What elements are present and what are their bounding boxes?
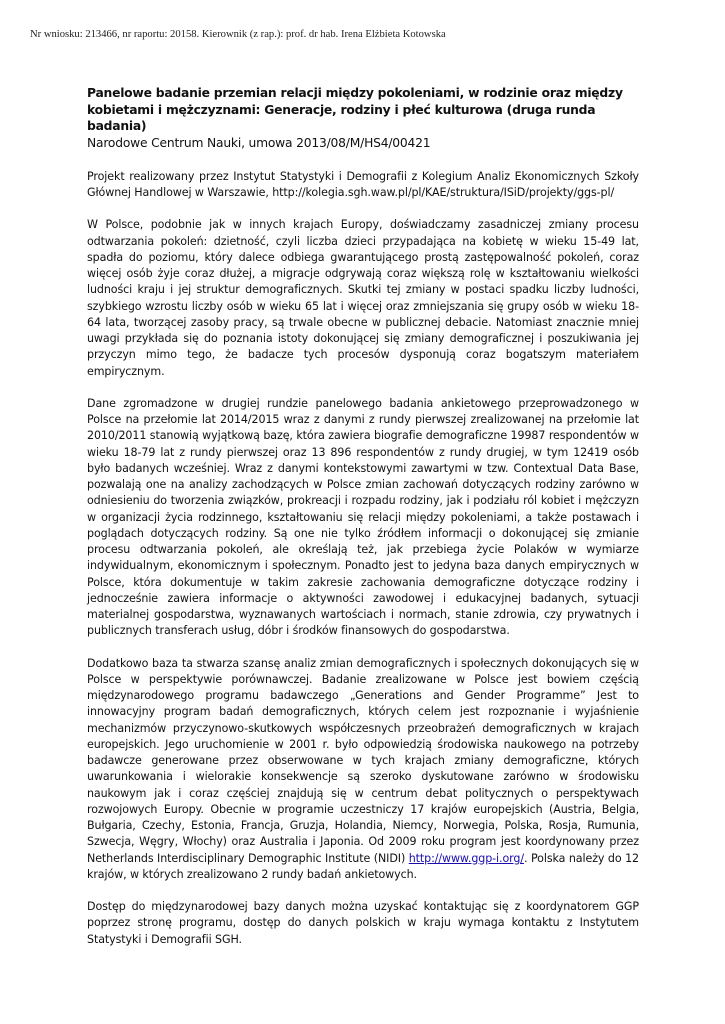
paragraph-ggp-text-end: . Polska należy do 12 krajów, w których zrealizowano 2 rundy badań ankietowych. [87, 851, 639, 881]
ggp-website-link[interactable]: http://www.ggp-i.org/ [408, 851, 524, 865]
document-body [87, 85, 639, 948]
paragraph-ggp-programme [87, 656, 639, 884]
paragraph-survey-data: Dane zgromadzone w drugiej rundzie panelowego badania ankietowego przeprowadzonego w Polsce na przełomie lat 2014/2015 wraz z danymi z rundy pierwszej zrealizowanej na przełomie lat 2010/2011 stanowią wyjątkową bazę, która zawiera biografie demograficzne 19987 respondentów w wieku 18-79 lat z rundy pierwszej oraz 13 896 respondentów z rundy drugiej, w tym 12419 osób było badanych wcześniej. Wraz z danymi kontekstowymi zawartymi w tzw. Contextual Data Base, pozwalają one na analizy zachodzących w Polsce zmian zachowań dotyczących rodziny zarówno w odniesieniu do tworzenia związków, prokreacji i rozpadu rodziny, jak i podziału ról kobiet i mężczyzn w organizacji życia rodzinnego, kształtowaniu się relacji między pokoleniami, a także postawach i poglądach dotyczących rodziny. Są one nie tylko źródłem informacji o dokonującej się zmianie procesu odtwarzania pokoleń, ale określają też, jak przebiega życie Polaków w wymiarze indywidualnym, ekonomicznym i społecznym. Ponadto jest to jedyna baza danych empirycznych w Polsce, która dokumentuje w takim zakresie zachowania demograficzne dotyczące rodziny i jednocześnie zawiera informacje o aktywności zawodowej i edukacyjnej badanych, sytuacji materialnej gospodarstwa, wyznawanych wartościach i normach, stanie zdrowia, czy prywatnych i publicznych transferach usług, dóbr i środków finansowych do gospodarstwa. [87, 396, 639, 638]
paragraph-demographic-change: W Polsce, podobnie jak w innych krajach Europy, doświadczamy zasadniczej zmiany procesu odtwarzania pokoleń: dzietność, czyli liczba dzieci przypadająca na kobietę w wieku 15-49 lat, spadła do poziomu, który dalece odbiega gwarantującego prostą zastępowalność pokoleń, coraz więcej osób żyje coraz dłużej, a migracje odgrywają coraz większą rolę w kształtowaniu wielkości ludności kraju i jej struktur demograficznych. Skutki tej zmiany w postaci spadku liczby ludności, szybkiego wzrostu liczby osób w wieku 65 lat i więcej oraz zmniejszania się grupy osób w wieku 18-64 lata, tworzącej zasoby pracy, są trwale obecne w publicznej debacie. Natomiast znacznie mniej uwagi przykłada się do poznania istoty dokonującej się zmiany demograficznej i poszukiwania jej przyczyn mimo tego, że badacze tych procesów dysponują coraz bogatszym materiałem empirycznym. [87, 218, 639, 378]
project-organization-paragraph: Projekt realizowany przez Instytut Statystyki i Demografii z Kolegium Analiz Ekonomicznych Szkoły Głównej Handlowej w Warszawie, http://kolegia.sgh.waw.pl/pl/KAE/struktura/ISiD/projekty/ggs-pl/ [87, 169, 639, 200]
document-subtitle: Narodowe Centrum Nauki, umowa 2013/08/M/HS4/00421 [87, 135, 431, 150]
document-title: Panelowe badanie przemian relacji między pokoleniami, w rodzinie oraz między kobietami i mężczyznami: Generacje, rodziny i płeć kulturowa (druga runda badania) [87, 86, 623, 134]
paragraph-data-access: Dostęp do międzynarodowej bazy danych można uzyskać kontaktując się z koordynatorem GGP poprzez stronę programu, dostęp do danych polskich w kraju wymaga kontaktu z Instytutem Statystyki i Demografii SGH. [87, 900, 639, 946]
report-meta-header: Nr wniosku: 213466, nr raportu: 20158. Kierownik (z rap.): prof. dr hab. Irena Elżbieta Kotowska [30, 29, 446, 40]
paragraph-ggp-text-start: Dodatkowo baza ta stwarza szansę analiz zmian demograficznych i społecznych dokonujących się w Polsce w perspektywie porównawczej. Badanie zrealizowane w Polsce jest bowiem częścią międzynarodowego programu badawczego „Generations and Gender Programme” Jest to innowacyjny program badań demograficznych, których celem jest rozpoznanie i wyjaśnienie mechanizmów przyczynowo-skutkowych współczesnych przeobrażeń demograficznych w krajach europejskich. Jego uruchomienie w 2001 r. było odpowiedzią środowiska naukowego na potrzeby badawcze generowane przez obserwowane w tych krajach zmiany demograficzne, których uwarunkowania i wielorakie konsekwencje są szeroko dyskutowane zarówno w środowisku naukowym jak i coraz częściej znajdują się w centrum debat politycznych o perspektywach rozwojowych Europy. Obecnie w programie uczestniczy 17 krajów europejskich (Austria, Belgia, Bułgaria, Czechy, Estonia, Francja, Gruzja, Holandia, Niemcy, Norwegia, Polska, Rosja, Rumunia, Szwecja, Węgry, Włochy) oraz Australia i Japonia. Od 2009 roku program jest koordynowany przez Netherlands Interdisciplinary Demographic Institute (NIDI) [87, 656, 639, 865]
